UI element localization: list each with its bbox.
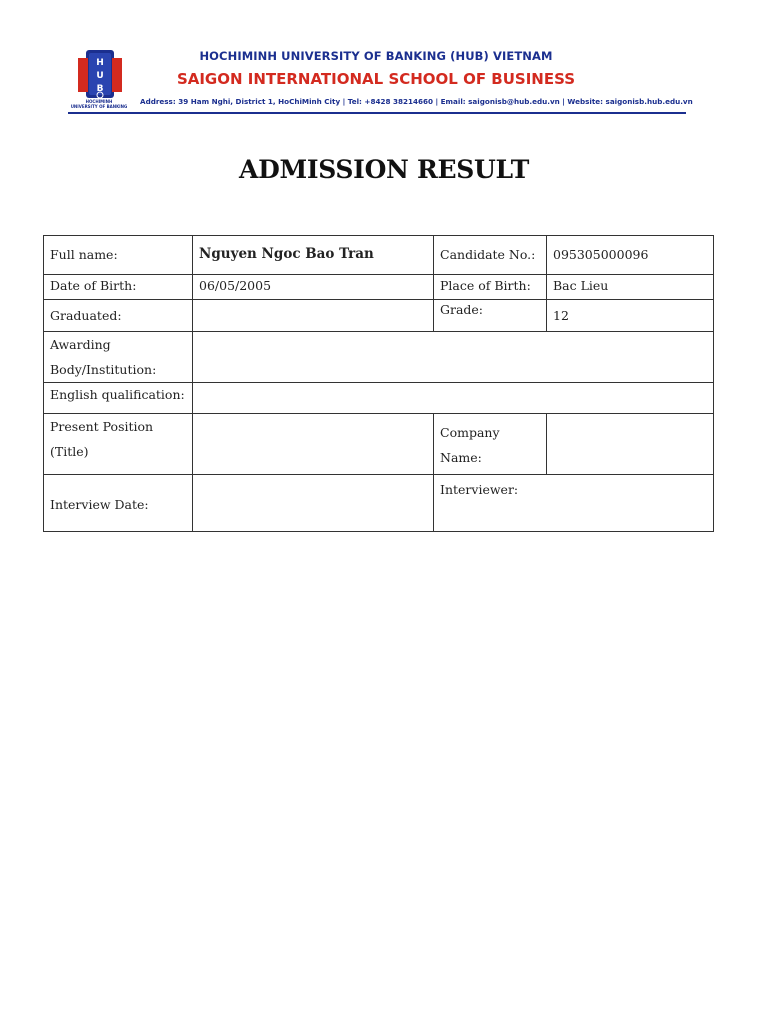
svg-text:U: U xyxy=(96,71,104,81)
company-value xyxy=(547,414,714,475)
interview-date-label: Interview Date: xyxy=(44,475,193,532)
awarding-label-line2: Body/Institution: xyxy=(50,362,157,377)
svg-text:H: H xyxy=(96,58,104,68)
english-value xyxy=(193,383,714,414)
interviewer-label: Interviewer: xyxy=(434,475,714,532)
awarding-label-line1: Awarding xyxy=(50,337,111,352)
position-label-line1: Present Position xyxy=(50,419,154,434)
table-row xyxy=(44,236,714,275)
grade-label: Grade: xyxy=(434,300,547,332)
table-row xyxy=(44,275,714,300)
pob-value: Bac Lieu xyxy=(547,275,714,300)
position-label-line2: (Title) xyxy=(50,444,89,459)
full-name-label: Full name: xyxy=(44,236,193,275)
school-name: SAIGON INTERNATIONAL SCHOOL OF BUSINESS xyxy=(176,70,576,88)
pob-label: Place of Birth: xyxy=(434,275,547,300)
logo-caption: HOCHIMINH UNIVERSITY OF BANKING xyxy=(70,99,128,109)
table-row xyxy=(44,475,714,532)
position-label xyxy=(44,414,193,475)
contact-address: Address: 39 Ham Nghi, District 1, HoChiMinh City | Tel: +8428 38214660 | Email: saigonisb@hub.edu.vn | Website: saigonisb.hub.edu.vn xyxy=(140,97,693,106)
graduated-label: Graduated: xyxy=(44,300,193,332)
table-row xyxy=(44,414,714,475)
english-label: English qualification: xyxy=(44,383,193,414)
university-name: HOCHIMINH UNIVERSITY OF BANKING (HUB) VIETNAM xyxy=(199,49,553,63)
table-row xyxy=(44,332,714,383)
position-value xyxy=(193,414,434,475)
dob-value: 06/05/2005 xyxy=(193,275,434,300)
table-row xyxy=(44,300,714,332)
admission-form-table xyxy=(43,235,714,532)
svg-text:B: B xyxy=(96,84,104,94)
awarding-value xyxy=(193,332,714,383)
grade-value: 12 xyxy=(547,300,714,332)
full-name-value: Nguyen Ngoc Bao Tran xyxy=(193,236,434,275)
letterhead xyxy=(68,40,693,120)
document-title: ADMISSION RESULT xyxy=(238,155,530,184)
company-label: Company Name: xyxy=(434,414,547,475)
interview-date-value xyxy=(193,475,434,532)
awarding-label xyxy=(44,332,193,383)
candidate-no-value: 095305000096 xyxy=(547,236,714,275)
dob-label: Date of Birth: xyxy=(44,275,193,300)
table-row xyxy=(44,383,714,414)
candidate-no-label: Candidate No.: xyxy=(434,236,547,275)
graduated-value xyxy=(193,300,434,332)
letterhead-rule xyxy=(68,112,686,114)
